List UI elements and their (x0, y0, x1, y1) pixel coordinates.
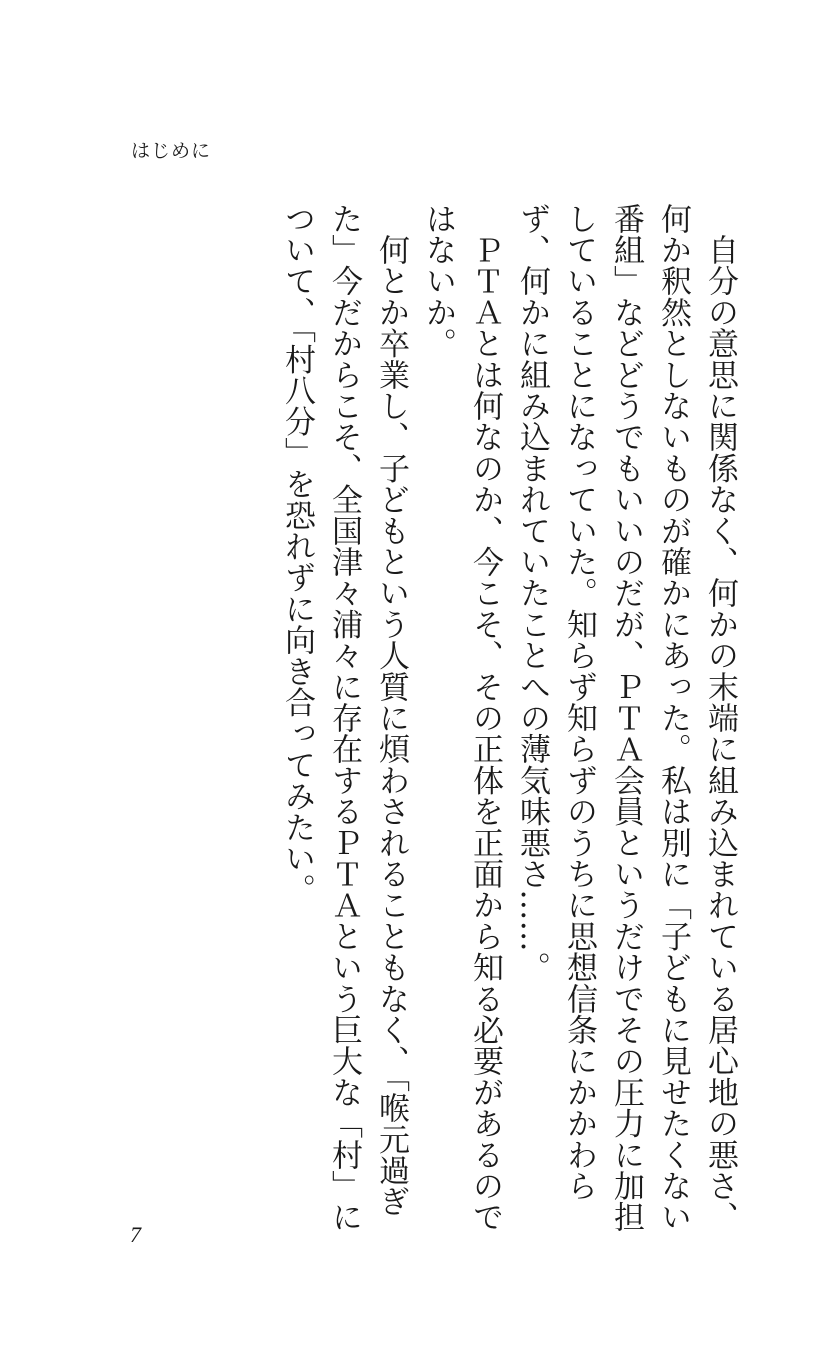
paragraph: ＰＴＡとは何なのか、今こそ、その正体を正面から知る必要があるのではないか。 (420, 203, 503, 1233)
paragraph: 何とか卒業し、子どもという人質に煩わされることもなく、「喉元過ぎた」今だからこそ、全国津々浦々に存在するＰＴＡという巨大な「村」について、「村八分」を恐れずに向き合ってみたい。 (279, 203, 409, 1233)
body-text (273, 203, 743, 1233)
page-number: 7 (130, 1222, 141, 1247)
running-head: はじめに (131, 140, 212, 162)
paragraph: 自分の意思に関係なく、何かの末端に組み込まれている居心地の悪さ、何か釈然としないものが確かにあった。私は別に「子どもに見せたくない番組」などどうでもいいのだが、ＰＴＡ会員というだけでその圧力に加担していることになっていた。知らず知らずのうちに思想信条にかかわらず、何かに組み込まれていたことへの薄気味悪さ……。 (514, 203, 738, 1233)
